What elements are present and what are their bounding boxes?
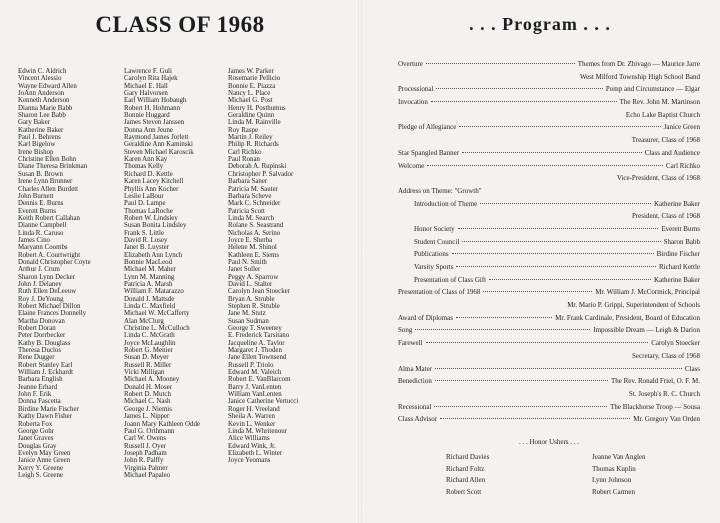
program-item-label: Address on Theme: "Growth" bbox=[398, 186, 482, 195]
dot-leader bbox=[415, 329, 590, 330]
list-item: Paul J. Behrens bbox=[18, 134, 61, 142]
list-item: Henry H. Posthumus bbox=[228, 104, 286, 112]
list-item: Linda M. Rainville bbox=[228, 119, 281, 127]
program-list bbox=[398, 60, 700, 428]
list-item: Lawrence F. Guli bbox=[124, 68, 172, 75]
list-item: Thomas Kelly bbox=[124, 163, 164, 171]
ushers-column-1 bbox=[446, 452, 489, 498]
program-item-performer: The Rev. Ronald Friel, O. F. M. bbox=[610, 377, 700, 386]
list-item: Lynn M. Manning bbox=[124, 273, 175, 281]
program-page bbox=[360, 0, 720, 523]
list-item: Bryan A. Struble bbox=[228, 295, 275, 303]
list-item: Paul G. Orthmann bbox=[124, 427, 175, 435]
list-item: Sharon Lynn Decker bbox=[18, 273, 76, 281]
dot-leader bbox=[435, 368, 682, 369]
program-row bbox=[398, 276, 700, 289]
program-item-performer: Class bbox=[684, 364, 700, 373]
program-item-performer: Impossible Dream — Leigh & Darion bbox=[593, 326, 700, 335]
list-item: Donald Christopher Coyte bbox=[18, 258, 91, 266]
program-row bbox=[398, 136, 700, 149]
list-item: William VanLenten bbox=[228, 391, 282, 399]
program-item-performer: The Rev. John M. Martinson bbox=[619, 98, 700, 107]
program-item-performer: Secretary, Class of 1968 bbox=[632, 351, 700, 360]
list-item: Susan Bonita Lindsley bbox=[124, 222, 187, 230]
list-item: Robert Carmen bbox=[592, 487, 635, 496]
list-item: Joseph Padham bbox=[124, 449, 167, 457]
list-item: Leigh S. Greene bbox=[18, 471, 63, 479]
list-item: Roy Raspe bbox=[228, 126, 259, 134]
program-item-performer: Carolyn Stoecker bbox=[651, 339, 700, 348]
program-item-performer: West Milford Township High School Band bbox=[580, 72, 700, 81]
list-item: Paul Ronan bbox=[228, 156, 260, 164]
list-item: Mark C. Schneider bbox=[228, 200, 281, 208]
list-item: Kathy Dawn Fisher bbox=[18, 413, 72, 421]
program-item-performer: Carl Richko bbox=[665, 161, 700, 170]
list-item: Irene Bishop bbox=[18, 148, 54, 156]
list-item: Edward Wink, Jr. bbox=[228, 442, 276, 450]
program-row bbox=[398, 200, 700, 213]
program-row bbox=[398, 403, 700, 416]
list-item: Rosemarie Pellicio bbox=[228, 75, 281, 83]
list-item: E. Frederick Tarsitano bbox=[228, 332, 290, 340]
list-item: Helene M. Shinol bbox=[228, 244, 277, 252]
list-item: Richard Foltz bbox=[446, 464, 485, 473]
program-row bbox=[398, 85, 700, 98]
list-item: Susan D. Meyer bbox=[124, 354, 169, 362]
program-row bbox=[398, 123, 700, 136]
list-item: Michael G. Post bbox=[228, 97, 273, 105]
list-item: Christine L. McCulloch bbox=[124, 325, 190, 333]
list-item: George T. Sweeney bbox=[228, 325, 282, 333]
program-item-label: Recessional bbox=[398, 402, 432, 411]
program-item-label: Varsity Sports bbox=[414, 263, 454, 271]
program-item-label: Introduction of Theme bbox=[414, 199, 478, 208]
list-item: Richard D. Kettle bbox=[124, 170, 173, 178]
list-item: Russell R. Miller bbox=[124, 361, 172, 369]
program-item-performer: Mr. Frank Cardinale, President, Board of Education bbox=[555, 313, 700, 322]
list-item: Charles Allen Burdett bbox=[18, 185, 79, 193]
list-item: Katherine Baker bbox=[18, 126, 64, 134]
list-item: Jeanne Erhard bbox=[18, 383, 58, 391]
list-item: Margaret J. Thoden bbox=[228, 347, 282, 355]
dot-leader bbox=[459, 126, 660, 127]
program-row bbox=[398, 301, 700, 314]
list-item: Roger H. Vreeland bbox=[228, 405, 280, 413]
program-item-label: Honor Society bbox=[414, 224, 455, 233]
list-item: Linda M. Search bbox=[228, 214, 275, 222]
list-item: Alan McClurg bbox=[124, 317, 164, 325]
program-item-performer: Mr. William J. McCormick, Principal bbox=[595, 288, 700, 297]
list-item: Wayne Edward Allen bbox=[18, 82, 77, 90]
list-item: James Cino bbox=[18, 236, 50, 244]
list-item: Dianne Campbell bbox=[18, 222, 67, 230]
list-item: John J. Delaney bbox=[18, 280, 62, 288]
program-item-label: Presentation of Class of 1968 bbox=[398, 288, 481, 297]
program-row bbox=[398, 238, 700, 251]
dot-leader bbox=[431, 101, 617, 102]
list-item: William J. Eckhardt bbox=[18, 369, 74, 377]
list-item: Thomas Kuplin bbox=[592, 464, 636, 473]
list-item: Robert D. Mutch bbox=[124, 391, 171, 399]
list-item: Vicki Milligan bbox=[124, 369, 165, 377]
list-item: Bonnie Huggard bbox=[124, 112, 170, 120]
list-item: Nancy L. Place bbox=[228, 90, 271, 98]
ushers-title: . . . Honor Ushers . . . bbox=[518, 438, 580, 446]
list-item: Susan B. Brown bbox=[18, 170, 63, 178]
list-item: Roberta Fox bbox=[18, 420, 53, 428]
name-column-1 bbox=[18, 68, 91, 479]
program-item-performer: Everett Burns bbox=[661, 224, 700, 233]
list-item: Phyllis Ann Kocher bbox=[124, 185, 179, 193]
list-item: Janet B. Luyster bbox=[124, 244, 169, 252]
dot-leader bbox=[434, 406, 607, 407]
list-item: Richard Allen bbox=[446, 476, 486, 484]
list-item: Steven Michael Karoscik bbox=[124, 148, 194, 156]
list-item: Lynn Johnson bbox=[592, 476, 632, 484]
list-item: Patricia Scott bbox=[228, 207, 265, 215]
list-item: Edward M. Valeich bbox=[228, 369, 282, 377]
dot-leader bbox=[427, 165, 663, 166]
list-item: Geraldine Ann Kaminski bbox=[124, 141, 193, 149]
program-item-performer: Katherine Baker bbox=[653, 275, 700, 284]
list-item: John R. Palffy bbox=[124, 457, 164, 465]
program-row bbox=[398, 111, 700, 124]
list-item: Robert E. VanBlarcom bbox=[228, 376, 291, 384]
list-item: Nicholas A. Serino bbox=[228, 229, 281, 237]
program-item-performer: Katherine Baker bbox=[653, 199, 700, 208]
list-item: Robert Michael Dillon bbox=[18, 303, 81, 310]
program-item-performer: Treasurer, Class of 1968 bbox=[631, 136, 700, 145]
list-item: Donna Ann Jeune bbox=[124, 126, 173, 134]
program-row bbox=[398, 314, 700, 327]
list-item: JoAnn Anderson bbox=[18, 90, 65, 98]
list-item: Russell P. Triolo bbox=[228, 361, 274, 369]
program-item-performer: President, Class of 1968 bbox=[631, 212, 700, 221]
list-item: George Gohr bbox=[18, 427, 55, 435]
list-item: Geraldine Quinn bbox=[228, 112, 275, 120]
list-item: Janet Soller bbox=[228, 266, 261, 274]
program-row bbox=[398, 98, 700, 111]
list-item: Kerry Y. Greene bbox=[18, 464, 63, 472]
program-item-performer: Mr. Gregory Van Orden bbox=[633, 415, 700, 424]
program-row bbox=[398, 187, 700, 200]
list-item: David L. Stalter bbox=[228, 280, 273, 288]
list-item: John Burnett bbox=[18, 192, 54, 200]
list-item: Susan Sudman bbox=[228, 317, 269, 325]
dot-leader bbox=[458, 228, 659, 229]
program-item-label: Class Advisor bbox=[398, 415, 438, 424]
list-item: Elizabeth L. Winter bbox=[228, 449, 283, 457]
program-title: . . . Program . . . bbox=[469, 14, 611, 34]
list-item: Donald H. Moser bbox=[124, 383, 173, 391]
list-item: Roy J. DeYoung bbox=[18, 295, 64, 303]
list-item: Evelyn May Green bbox=[18, 449, 71, 457]
program-row bbox=[398, 352, 700, 365]
list-item: Keith Robert Callahan bbox=[18, 214, 80, 222]
list-item: Irene Lynn Brunner bbox=[18, 178, 73, 186]
dot-leader bbox=[440, 418, 630, 419]
list-item: Michael Papaleo bbox=[124, 471, 171, 479]
list-item: Robert W. Lindsley bbox=[124, 214, 178, 222]
list-item: Paul N. Smith bbox=[228, 258, 267, 266]
dot-leader bbox=[456, 266, 656, 267]
program-row bbox=[398, 212, 700, 225]
list-item: Robert H. Hohmann bbox=[124, 104, 181, 112]
program-item-label: Pledge of Allegiance bbox=[398, 123, 457, 132]
list-item: Martha Donovan bbox=[18, 317, 65, 325]
list-item: Barbara Scheve bbox=[228, 192, 272, 200]
program-row bbox=[398, 377, 700, 390]
program-row bbox=[398, 73, 700, 86]
list-item: Bonnie MacLeod bbox=[124, 258, 173, 266]
program-item-performer: Sharon Babb bbox=[663, 237, 700, 246]
list-item: Jane M. Stutz bbox=[228, 310, 266, 318]
list-item: Barbara Saner bbox=[228, 178, 268, 186]
dot-leader bbox=[456, 317, 552, 318]
program-item-performer: Vice-President, Class of 1968 bbox=[616, 174, 700, 183]
list-item: Barbara English bbox=[18, 376, 63, 384]
list-item: Virginia Palmer bbox=[124, 464, 168, 472]
dot-leader bbox=[426, 63, 575, 64]
list-item: Carolyn Jean Stoecker bbox=[228, 288, 290, 296]
list-item: Carl W. Owens bbox=[124, 435, 166, 443]
list-item: Kathy B. Douglass bbox=[18, 339, 71, 347]
list-item: Gary Baker bbox=[18, 119, 50, 127]
list-item: Michael E. Hall bbox=[124, 82, 168, 90]
list-item: Robert Stanley Earl bbox=[18, 361, 73, 369]
dot-leader bbox=[483, 291, 592, 292]
program-item-label: Farewell bbox=[398, 339, 423, 348]
list-item: Elizabeth Ann Lynch bbox=[124, 251, 183, 259]
list-item: Joann Mary Kathleen Odde bbox=[124, 420, 200, 428]
list-item: Michael W. McCafferty bbox=[124, 310, 190, 318]
program-item-label: Student Council bbox=[414, 237, 460, 246]
program-item-performer: Class and Audience bbox=[644, 148, 700, 157]
dot-leader bbox=[462, 152, 642, 153]
list-item: Linda C. McGrath bbox=[124, 332, 175, 340]
program-item-label: Alma Mater bbox=[398, 364, 433, 373]
program-item-performer: Birdine Fischer bbox=[656, 250, 700, 259]
list-item: Maryann Coombs bbox=[18, 244, 68, 252]
list-item: Kathleen E. Siems bbox=[228, 251, 280, 259]
list-item: Janice Anne Green bbox=[18, 457, 71, 465]
dot-leader bbox=[480, 203, 651, 204]
list-item: Patricia M. Sauter bbox=[228, 185, 278, 193]
ushers-column-2 bbox=[592, 452, 646, 498]
list-item: Richard Davies bbox=[446, 453, 490, 461]
list-item: Dianna Marie Babb bbox=[18, 104, 73, 112]
list-item: Bonnie E. Piazza bbox=[228, 82, 276, 90]
list-item: Rolane S. Seastrand bbox=[228, 222, 284, 230]
list-item: Karl Bigelow bbox=[18, 141, 56, 149]
program-item-label: Star Spangled Banner bbox=[398, 148, 460, 157]
dot-leader bbox=[426, 342, 649, 343]
list-item: Alice Williams bbox=[228, 435, 270, 443]
program-item-label: Processional bbox=[398, 85, 434, 94]
list-item: Christine Ellen Bohn bbox=[18, 156, 77, 164]
list-item: Joyce Yeomans bbox=[228, 457, 271, 465]
list-item: David R. Losey bbox=[124, 236, 168, 244]
dot-leader bbox=[436, 88, 603, 89]
list-item: Robert Doran bbox=[18, 325, 56, 333]
list-item: Vincent Alessio bbox=[18, 75, 62, 83]
program-item-label: Award of Diplomas bbox=[398, 313, 453, 322]
list-item: Carl Richko bbox=[228, 148, 262, 156]
list-item: Janice Catherine Vertucci bbox=[228, 398, 299, 406]
program-row bbox=[398, 162, 700, 175]
list-item: Linda M. Whritenour bbox=[228, 427, 288, 435]
list-item: Philip R. Richards bbox=[228, 141, 279, 149]
list-item: Douglas Gray bbox=[18, 442, 57, 450]
list-item: Michael M. Maher bbox=[124, 266, 176, 274]
program-item-performer: The Blackhorse Troop — Sousa bbox=[610, 402, 700, 411]
list-item: Ruth Ellen DeLeeuw bbox=[18, 288, 77, 296]
list-item: Robert A. Courtwright bbox=[18, 251, 81, 259]
list-item: Edwin C. Aldrich bbox=[18, 68, 67, 75]
class-title: CLASS OF 1968 bbox=[95, 12, 265, 37]
list-item: Barry J. VanLenten bbox=[228, 383, 282, 391]
name-column-3 bbox=[228, 68, 298, 465]
program-row bbox=[398, 365, 700, 378]
program-row bbox=[398, 263, 700, 276]
program-item-performer: Pomp and Circumstance — Elgar bbox=[605, 85, 700, 94]
list-item: Everett Burns bbox=[18, 207, 57, 215]
list-item: Rene Dugger bbox=[18, 354, 55, 362]
program-row bbox=[398, 415, 700, 428]
list-item: Jane Ellen Townsend bbox=[228, 354, 287, 362]
program-item-performer: Themes from Dr. Zhivago — Maurice Jarre bbox=[577, 60, 700, 68]
list-item: Karen Lacey Kitchell bbox=[124, 178, 184, 186]
list-item: Kevin L. Wenker bbox=[228, 420, 276, 428]
list-item: Elaine Frances Donnelly bbox=[18, 310, 87, 318]
list-item: Gary Halvorsen bbox=[124, 90, 168, 98]
list-item: Kenneth Anderson bbox=[18, 97, 70, 105]
list-item: Arthur J. Crum bbox=[18, 266, 60, 274]
program-item-label: Benediction bbox=[398, 377, 432, 386]
list-item: Paul D. Lampe bbox=[124, 200, 166, 208]
program-row bbox=[398, 326, 700, 339]
list-item: Janet Graves bbox=[18, 435, 54, 443]
list-item: Sharon Lee Babb bbox=[18, 112, 66, 120]
list-item: Michael A. Mooney bbox=[124, 376, 180, 384]
program-item-performer: Richard Kettle bbox=[658, 263, 700, 271]
list-item: Christopher P. Salvador bbox=[228, 170, 294, 178]
list-item: Deborah A. Rupinski bbox=[228, 163, 287, 171]
list-item: Leslie LaBour bbox=[124, 192, 164, 200]
program-item-label: Invocation bbox=[398, 98, 428, 107]
list-item: James Steven Janssen bbox=[124, 119, 185, 127]
list-item: Earl William Hobaugh bbox=[124, 97, 187, 105]
program-item-label: Song bbox=[398, 326, 413, 335]
list-item: Carolyn Rita Hajek bbox=[124, 75, 178, 83]
program-row bbox=[398, 250, 700, 263]
list-item: Jeanne Van Anglen bbox=[592, 453, 646, 461]
list-item: Robert G. Menier bbox=[124, 347, 173, 355]
program-item-label: Publications bbox=[414, 250, 449, 259]
program-row bbox=[398, 149, 700, 162]
list-item: Linda R. Caruso bbox=[18, 229, 64, 237]
dot-leader bbox=[462, 241, 660, 242]
list-item: Michael C. Nash bbox=[124, 398, 171, 406]
dot-leader bbox=[435, 380, 608, 381]
program-row bbox=[398, 288, 700, 301]
program-item-label: Welcome bbox=[398, 161, 425, 170]
list-item: Joyce E. Sherba bbox=[228, 236, 273, 244]
list-item: Dennis E. Burns bbox=[18, 200, 64, 208]
list-item: Robert Scott bbox=[446, 487, 482, 496]
list-item: Birdine Marie Fischer bbox=[18, 405, 79, 413]
list-item: John F. Erik bbox=[18, 391, 52, 399]
list-item: Thomas LaRoche bbox=[124, 207, 173, 215]
list-item: Sheila A. Warren bbox=[228, 413, 275, 421]
program-row bbox=[398, 60, 700, 73]
list-item: Patricia A. Marsh bbox=[124, 280, 173, 288]
program-row bbox=[398, 225, 700, 238]
program-item-performer: Janice Green bbox=[663, 123, 700, 132]
list-item: Donald J. Mattsde bbox=[124, 295, 175, 303]
dot-leader bbox=[452, 253, 654, 254]
program-row bbox=[398, 174, 700, 187]
list-item: Peter Dorrbecker bbox=[18, 332, 66, 340]
list-item: James W. Parker bbox=[228, 68, 274, 75]
list-item: Raymond James Jorlett bbox=[124, 134, 189, 142]
list-item: Theresa Duclos bbox=[18, 347, 62, 355]
list-item: Stephen R. Struble bbox=[228, 303, 280, 310]
program-item-label: Presentation of Class Gift bbox=[414, 275, 487, 284]
program-item-performer: St. Joseph's R. C. Church bbox=[628, 389, 700, 398]
list-item: George J. Niemis bbox=[124, 405, 172, 413]
name-column-2 bbox=[124, 68, 200, 479]
list-item: Peggy A. Sparrow bbox=[228, 273, 279, 281]
program-item-label: Overture bbox=[398, 60, 423, 68]
program-item-performer: Echo Lake Baptist Church bbox=[625, 110, 700, 119]
program-row bbox=[398, 339, 700, 352]
dot-leader bbox=[489, 279, 651, 280]
list-item: Linda C. Maxfield bbox=[124, 303, 176, 310]
list-item: Diane Theresa Brinkman bbox=[18, 163, 88, 171]
list-item: Russell J. Oyer bbox=[124, 442, 166, 450]
list-item: James L. Nipper bbox=[124, 413, 170, 421]
list-item: William F. Matarazzo bbox=[124, 288, 184, 296]
program-row bbox=[398, 390, 700, 403]
list-item: Martin J. Reiley bbox=[228, 134, 273, 142]
list-item: Jacqueline A. Taylor bbox=[228, 339, 285, 347]
list-item: Donna Fascetta bbox=[18, 398, 61, 406]
list-item: Joyce McLaughlin bbox=[124, 339, 176, 347]
program-item-performer: Mr. Mario P. Grippi, Superintendent of Schools bbox=[567, 301, 700, 310]
list-item: Karen Ann Kay bbox=[124, 156, 168, 164]
list-item: Frank S. Little bbox=[124, 229, 165, 237]
